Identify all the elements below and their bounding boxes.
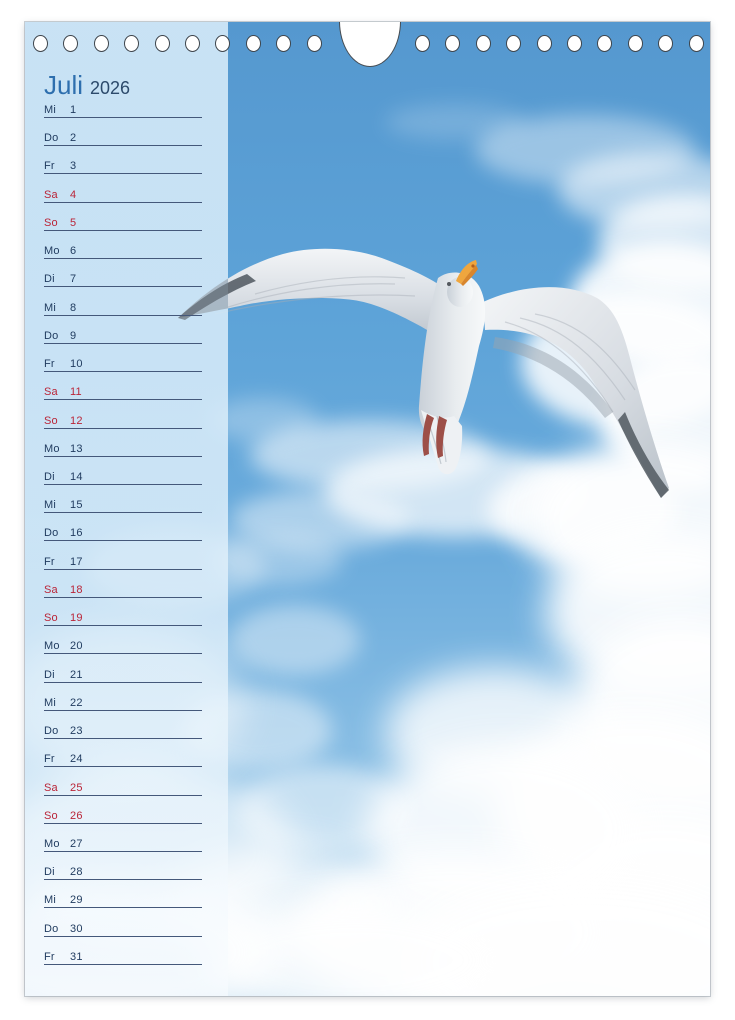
weekday-label: Mo <box>44 837 60 850</box>
weekday-label: Sa <box>44 583 58 596</box>
day-number: 1 <box>70 104 77 116</box>
weekday-label: Di <box>44 866 55 879</box>
day-row-3 <box>44 155 202 174</box>
weekday-label: So <box>44 612 58 625</box>
weekday-label: Mi <box>44 104 57 116</box>
day-row-31 <box>44 946 202 965</box>
day-number: 11 <box>70 386 82 399</box>
day-number: 15 <box>70 499 83 512</box>
binder-hole <box>415 35 430 52</box>
day-number: 10 <box>70 358 83 371</box>
day-number: 13 <box>70 442 83 455</box>
weekday-label: Mo <box>44 640 60 653</box>
day-row-16 <box>44 522 202 541</box>
day-number: 30 <box>70 922 83 935</box>
day-row-9 <box>44 325 202 344</box>
month-label: Juli <box>44 70 84 100</box>
day-row-27 <box>44 833 202 852</box>
day-row-7 <box>44 268 202 287</box>
binder-hole <box>246 35 261 52</box>
weekday-label: Fr <box>44 358 55 371</box>
weekday-label: Mi <box>44 301 57 314</box>
day-row-1 <box>44 99 202 118</box>
beak-spot <box>471 264 474 267</box>
binder-hole <box>628 35 643 52</box>
day-number: 21 <box>70 668 83 681</box>
year-label: 2026 <box>90 78 131 98</box>
binder-hole <box>537 35 552 52</box>
weekday-label: Do <box>44 132 59 145</box>
weekday-label: Mi <box>44 696 57 709</box>
weekday-label: Sa <box>44 386 58 399</box>
weekday-label: Fr <box>44 160 55 173</box>
day-row-20 <box>44 635 202 654</box>
binder-hole <box>567 35 582 52</box>
day-row-13 <box>44 438 202 457</box>
day-row-25 <box>44 777 202 796</box>
day-number: 24 <box>70 753 83 766</box>
day-number: 14 <box>70 470 83 483</box>
calendar-page <box>25 22 710 996</box>
day-number: 6 <box>70 245 77 258</box>
weekday-label: Mo <box>44 442 60 455</box>
day-row-17 <box>44 551 202 570</box>
day-number: 3 <box>70 160 77 173</box>
day-number: 9 <box>70 329 77 342</box>
day-number: 4 <box>70 188 77 201</box>
day-row-5 <box>44 212 202 231</box>
day-number: 12 <box>70 414 83 427</box>
day-number: 27 <box>70 837 83 850</box>
weekday-label: So <box>44 809 58 822</box>
day-row-26 <box>44 805 202 824</box>
binder-hole <box>689 35 704 52</box>
day-number: 31 <box>70 950 83 963</box>
binder-hole <box>307 35 322 52</box>
weekday-label: So <box>44 216 58 229</box>
day-number: 7 <box>70 273 77 286</box>
weekday-label: Sa <box>44 781 58 794</box>
month-title <box>44 70 130 101</box>
day-number: 18 <box>70 583 83 596</box>
day-row-15 <box>44 494 202 513</box>
day-number: 29 <box>70 894 83 907</box>
day-row-2 <box>44 127 202 146</box>
day-row-21 <box>44 664 202 683</box>
day-row-19 <box>44 607 202 626</box>
calendar-content <box>25 22 228 996</box>
weekday-label: Di <box>44 470 55 483</box>
weekday-label: Mo <box>44 245 60 258</box>
day-row-29 <box>44 889 202 908</box>
weekday-label: Di <box>44 668 55 681</box>
day-number: 20 <box>70 640 83 653</box>
day-number: 22 <box>70 696 83 709</box>
day-number: 26 <box>70 809 83 822</box>
day-row-24 <box>44 748 202 767</box>
day-row-12 <box>44 410 202 429</box>
weekday-label: Fr <box>44 555 55 568</box>
day-number: 23 <box>70 725 83 738</box>
weekday-label: So <box>44 414 58 427</box>
day-row-8 <box>44 297 202 316</box>
day-row-18 <box>44 579 202 598</box>
weekday-label: Do <box>44 725 59 738</box>
day-number: 16 <box>70 527 83 540</box>
day-number: 2 <box>70 132 77 145</box>
day-row-10 <box>44 353 202 372</box>
weekday-label: Di <box>44 273 55 286</box>
day-row-14 <box>44 466 202 485</box>
weekday-label: Fr <box>44 950 55 963</box>
weekday-label: Do <box>44 527 59 540</box>
day-row-11 <box>44 381 202 400</box>
day-row-23 <box>44 720 202 739</box>
weekday-label: Sa <box>44 188 58 201</box>
day-row-4 <box>44 184 202 203</box>
day-number: 8 <box>70 301 77 314</box>
day-row-22 <box>44 692 202 711</box>
day-number: 5 <box>70 216 77 229</box>
day-number: 19 <box>70 612 83 625</box>
binder-hole <box>476 35 491 52</box>
day-row-6 <box>44 240 202 259</box>
day-number: 25 <box>70 781 83 794</box>
day-number: 28 <box>70 866 83 879</box>
day-row-30 <box>44 918 202 937</box>
day-row-28 <box>44 861 202 880</box>
weekday-label: Do <box>44 329 59 342</box>
weekday-label: Do <box>44 922 59 935</box>
weekday-label: Mi <box>44 499 57 512</box>
weekday-label: Fr <box>44 753 55 766</box>
weekday-label: Mi <box>44 894 57 907</box>
day-number: 17 <box>70 555 83 568</box>
eye <box>447 282 451 286</box>
